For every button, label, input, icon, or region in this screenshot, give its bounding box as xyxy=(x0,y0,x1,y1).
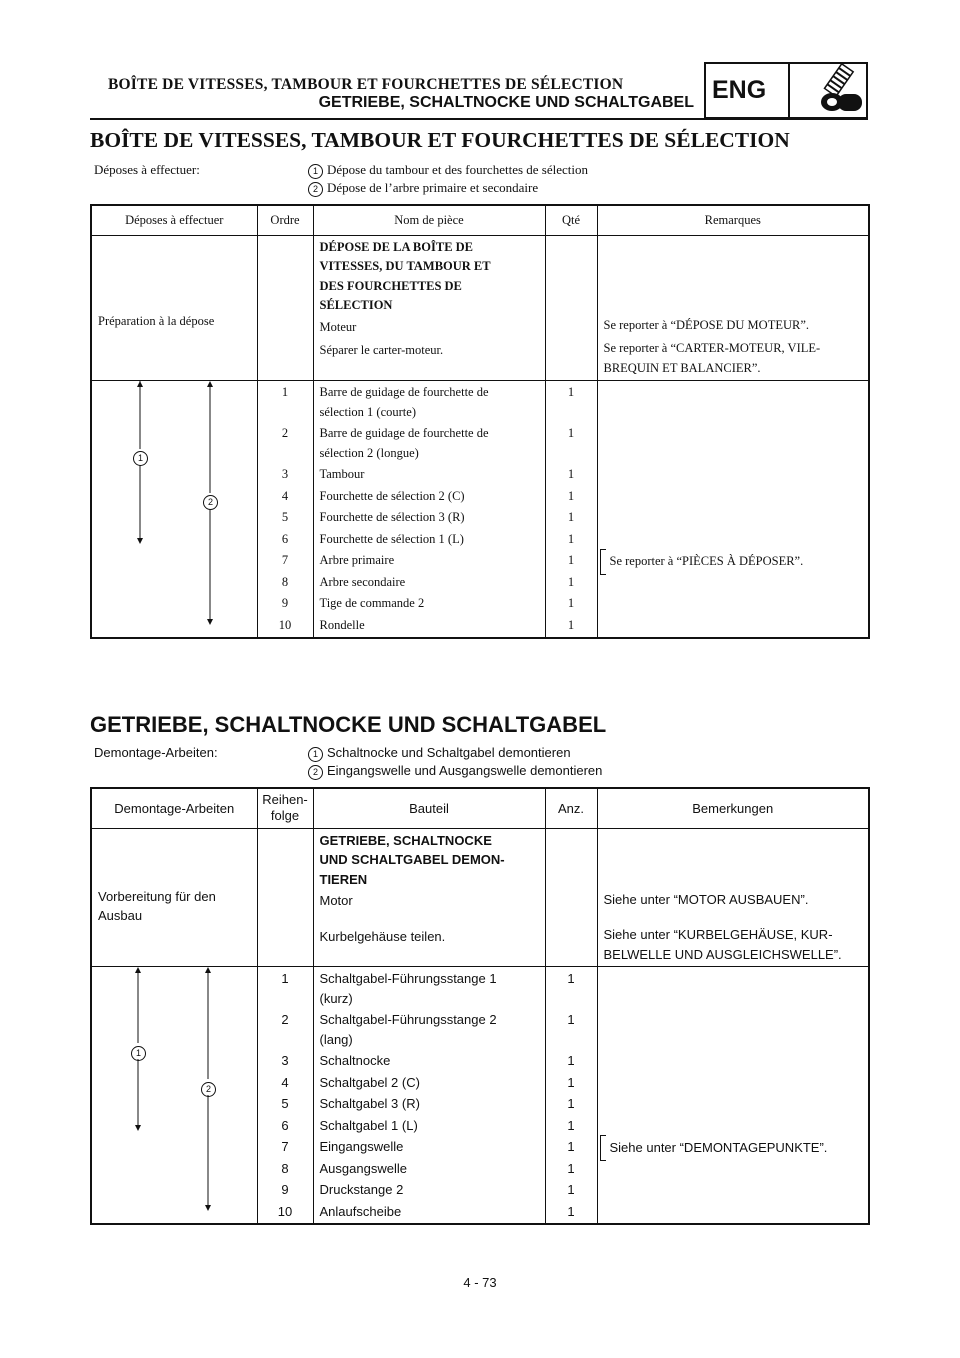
fr-row-no: 2 xyxy=(281,426,289,440)
fr-row-no: 8 xyxy=(281,574,289,589)
de-row-no: 9 xyxy=(281,1182,289,1197)
step-marker-1: 1 xyxy=(308,164,323,179)
fr-row-part-cont: sélection 2 (longue) xyxy=(319,445,419,460)
step-marker-2: 2 xyxy=(308,182,323,197)
de-section-heading-3: TIEREN xyxy=(319,871,368,887)
de-row-no: 5 xyxy=(281,1096,289,1111)
fr-step-1-text: Dépose du tambour et des fourchettes de sélection xyxy=(327,162,588,177)
de-row-qty: 1 xyxy=(567,1203,575,1219)
de-step-2-text: Eingangswelle und Ausgangswelle demontieren xyxy=(327,763,603,778)
de-row-no: 6 xyxy=(281,1117,289,1133)
de-row-no: 2 xyxy=(281,1012,289,1027)
step-marker-1: 1 xyxy=(308,747,323,762)
fr-row-part: Rondelle xyxy=(319,617,365,632)
fr-section-heading-2: VITESSES, DU TAMBOUR ET xyxy=(319,259,491,273)
de-remark-col xyxy=(597,967,869,1225)
fr-qty-col xyxy=(545,381,597,639)
fr-row-part: Fourchette de sélection 3 (R) xyxy=(319,510,465,524)
de-qty-col xyxy=(545,967,597,1225)
de-row-qty: 1 xyxy=(567,1160,575,1176)
fr-col-header-order: Ordre xyxy=(257,205,313,235)
de-row-qty: 1 xyxy=(567,1139,575,1154)
de-prep-section xyxy=(91,828,869,967)
fr-intro-step-1 xyxy=(308,160,588,180)
fr-prep-remark-2b: BREQUIN ET BALANCIER”. xyxy=(603,360,761,375)
de-row-part: Ausgangswelle xyxy=(319,1160,407,1176)
eng-badge-divider xyxy=(788,62,790,119)
fr-row-qty: 1 xyxy=(567,617,575,632)
fr-row-qty: 1 xyxy=(567,553,575,567)
de-row-part: Druckstange 2 xyxy=(319,1182,404,1197)
de-section-title: GETRIEBE, SCHALTNOCKE UND SCHALTGABEL xyxy=(90,712,607,737)
de-parts-section xyxy=(91,967,869,1225)
fr-prep-remark-2a: Se reporter à “CARTER-MOTEUR, VILE- xyxy=(603,341,821,355)
fr-prep-remark-1: Se reporter à “DÉPOSE DU MOTEUR”. xyxy=(603,317,810,332)
fr-range-arrows xyxy=(92,381,258,627)
fr-col-header-part: Nom de pièce xyxy=(313,205,545,235)
de-range-marker-2: 2 xyxy=(201,1082,216,1097)
de-row-part: Eingangswelle xyxy=(319,1139,404,1154)
fr-row-no: 3 xyxy=(281,467,289,481)
de-col-header-order-2: folge xyxy=(270,808,300,824)
fr-intro-label: Déposes à effectuer: xyxy=(94,162,200,177)
de-bracket-remark: Siehe unter “DEMONTAGEPUNKTE”. xyxy=(609,1140,828,1155)
fr-row-qty: 1 xyxy=(567,574,575,589)
de-row-qty: 1 xyxy=(567,1053,575,1068)
fr-row-qty: 1 xyxy=(567,385,575,399)
de-prep-label-1: Vorbereitung für den xyxy=(98,888,216,904)
de-col-header-qty: Anz. xyxy=(545,788,597,828)
de-order-col xyxy=(257,967,313,1225)
de-row-no: 4 xyxy=(281,1074,289,1090)
fr-range-marker-1: 1 xyxy=(133,451,148,466)
de-step-1-text: Schaltnocke und Schaltgabel demontieren xyxy=(327,745,571,760)
fr-row-part-cont: sélection 1 (courte) xyxy=(319,404,416,419)
de-col-header-part: Bauteil xyxy=(313,788,545,828)
fr-row-part: Barre de guidage de fourchette de xyxy=(319,426,489,440)
step-marker-2: 2 xyxy=(308,765,323,780)
de-row-qty: 1 xyxy=(567,971,575,986)
de-row-part: Anlaufscheibe xyxy=(319,1203,402,1219)
fr-row-no: 1 xyxy=(281,385,289,399)
fr-prep-section xyxy=(91,235,869,381)
fr-range-marker-2: 2 xyxy=(203,495,218,510)
de-prep-remark-2a: Siehe unter “KURBELGEHÄUSE, KUR- xyxy=(603,927,833,942)
de-col-header-order xyxy=(257,788,313,828)
de-col-header-order-1: Reihen- xyxy=(262,792,308,808)
fr-section-heading-1: DÉPOSE DE LA BOÎTE DE xyxy=(319,239,474,254)
de-row-part-cont: (kurz) xyxy=(319,990,353,1006)
de-row-part: Schaltgabel-Führungsstange 1 xyxy=(319,971,497,986)
eng-badge: ENG xyxy=(712,76,767,104)
de-row-qty: 1 xyxy=(567,1012,575,1027)
fr-row-part: Tambour xyxy=(319,467,365,481)
fr-row-part: Barre de guidage de fourchette de xyxy=(319,385,489,399)
fr-row-qty: 1 xyxy=(567,467,575,481)
fr-col-header-qty: Qté xyxy=(545,205,597,235)
de-row-part: Schaltgabel 3 (R) xyxy=(319,1096,420,1111)
fr-remark-col xyxy=(597,381,869,639)
de-prep-remark-1: Siehe unter “MOTOR AUSBAUEN”. xyxy=(603,891,809,907)
de-prep-label-2: Ausbau xyxy=(98,908,143,923)
fr-row-no: 5 xyxy=(281,510,289,524)
fr-removal-table xyxy=(90,204,870,639)
fr-col-header-operation: Déposes à effectuer xyxy=(91,205,257,235)
de-row-part: Schaltgabel-Führungsstange 2 xyxy=(319,1012,497,1027)
fr-row-no: 7 xyxy=(281,553,289,567)
page-number: 4 - 73 xyxy=(463,1275,497,1290)
de-row-no: 1 xyxy=(281,971,289,986)
de-row-no: 7 xyxy=(281,1139,289,1154)
fr-section-heading-4: SÉLECTION xyxy=(319,298,393,312)
fr-row-part: Tige de commande 2 xyxy=(319,596,425,610)
fr-row-no: 4 xyxy=(281,488,289,503)
fr-section-title: BOÎTE DE VITESSES, TAMBOUR ET FOURCHETTES DE SÉLECTION xyxy=(90,128,790,152)
de-col-header-remarks: Bemerkungen xyxy=(597,788,869,828)
fr-row-part: Arbre primaire xyxy=(319,553,395,567)
de-row-part: Schaltgabel 1 (L) xyxy=(319,1117,418,1133)
de-bracket xyxy=(600,1135,606,1161)
fr-parts-section xyxy=(91,381,869,639)
fr-row-no: 9 xyxy=(281,596,289,610)
header-de-title: GETRIEBE, SCHALTNOCKE UND SCHALTGABEL xyxy=(318,94,694,111)
header-fr-title: BOÎTE DE VITESSES, TAMBOUR ET FOURCHETTES DE SÉLECTION xyxy=(108,76,624,93)
fr-part-col xyxy=(313,381,545,639)
fr-row-qty: 1 xyxy=(567,488,575,503)
fr-row-part: Arbre secondaire xyxy=(319,574,406,589)
fr-row-qty: 1 xyxy=(567,531,575,546)
fr-prep-label: Préparation à la dépose xyxy=(98,313,215,328)
de-range-marker-1: 1 xyxy=(131,1046,146,1061)
fr-row-no: 6 xyxy=(281,531,289,546)
de-col-header-operation: Demontage-Arbeiten xyxy=(91,788,257,828)
de-row-part: Schaltnocke xyxy=(319,1053,391,1068)
de-prep-part-2: Kurbelgehäuse teilen. xyxy=(319,928,446,944)
de-row-qty: 1 xyxy=(567,1074,575,1090)
de-row-part-cont: (lang) xyxy=(319,1031,353,1047)
de-section-heading-1: GETRIEBE, SCHALTNOCKE xyxy=(319,832,492,848)
fr-prep-part-2: Séparer le carter-moteur. xyxy=(319,343,444,357)
de-part-col xyxy=(313,967,545,1225)
fr-row-qty: 1 xyxy=(567,510,575,524)
fr-row-qty: 1 xyxy=(567,596,575,610)
de-range-arrows xyxy=(92,967,258,1213)
engine-crank-icon xyxy=(794,64,866,118)
fr-intro-step-2 xyxy=(308,178,538,198)
fr-col-header-remarks: Remarques xyxy=(597,205,869,235)
fr-bracket-remark: Se reporter à “PIÈCES À DÉPOSER”. xyxy=(609,554,804,568)
de-removal-table xyxy=(90,787,870,1225)
de-row-no: 3 xyxy=(281,1053,289,1068)
fr-prep-part-1: Moteur xyxy=(319,319,357,334)
de-row-part: Schaltgabel 2 (C) xyxy=(319,1074,420,1090)
de-intro-label: Demontage-Arbeiten: xyxy=(94,745,218,760)
de-prep-part-1: Motor xyxy=(319,893,353,908)
fr-section-heading-3: DES FOURCHETTES DE xyxy=(319,278,462,293)
fr-row-no: 10 xyxy=(278,617,292,632)
fr-bracket xyxy=(600,549,606,575)
de-row-qty: 1 xyxy=(567,1182,575,1197)
fr-row-qty: 1 xyxy=(567,426,575,440)
de-intro-step-1 xyxy=(308,743,571,763)
de-row-qty: 1 xyxy=(567,1117,575,1133)
fr-row-part: Fourchette de sélection 1 (L) xyxy=(319,531,464,546)
de-section-heading-2: UND SCHALTGABEL DEMON- xyxy=(319,852,505,867)
de-prep-remark-2b: BELWELLE UND AUSGLEICHSWELLE”. xyxy=(603,946,842,962)
de-intro-step-2 xyxy=(308,761,602,781)
fr-step-2-text: Dépose de l’arbre primaire et secondaire xyxy=(327,180,539,195)
de-row-no: 10 xyxy=(277,1203,293,1219)
fr-order-col xyxy=(257,381,313,639)
fr-row-part: Fourchette de sélection 2 (C) xyxy=(319,488,465,503)
de-row-no: 8 xyxy=(281,1160,289,1176)
de-row-qty: 1 xyxy=(567,1096,575,1111)
